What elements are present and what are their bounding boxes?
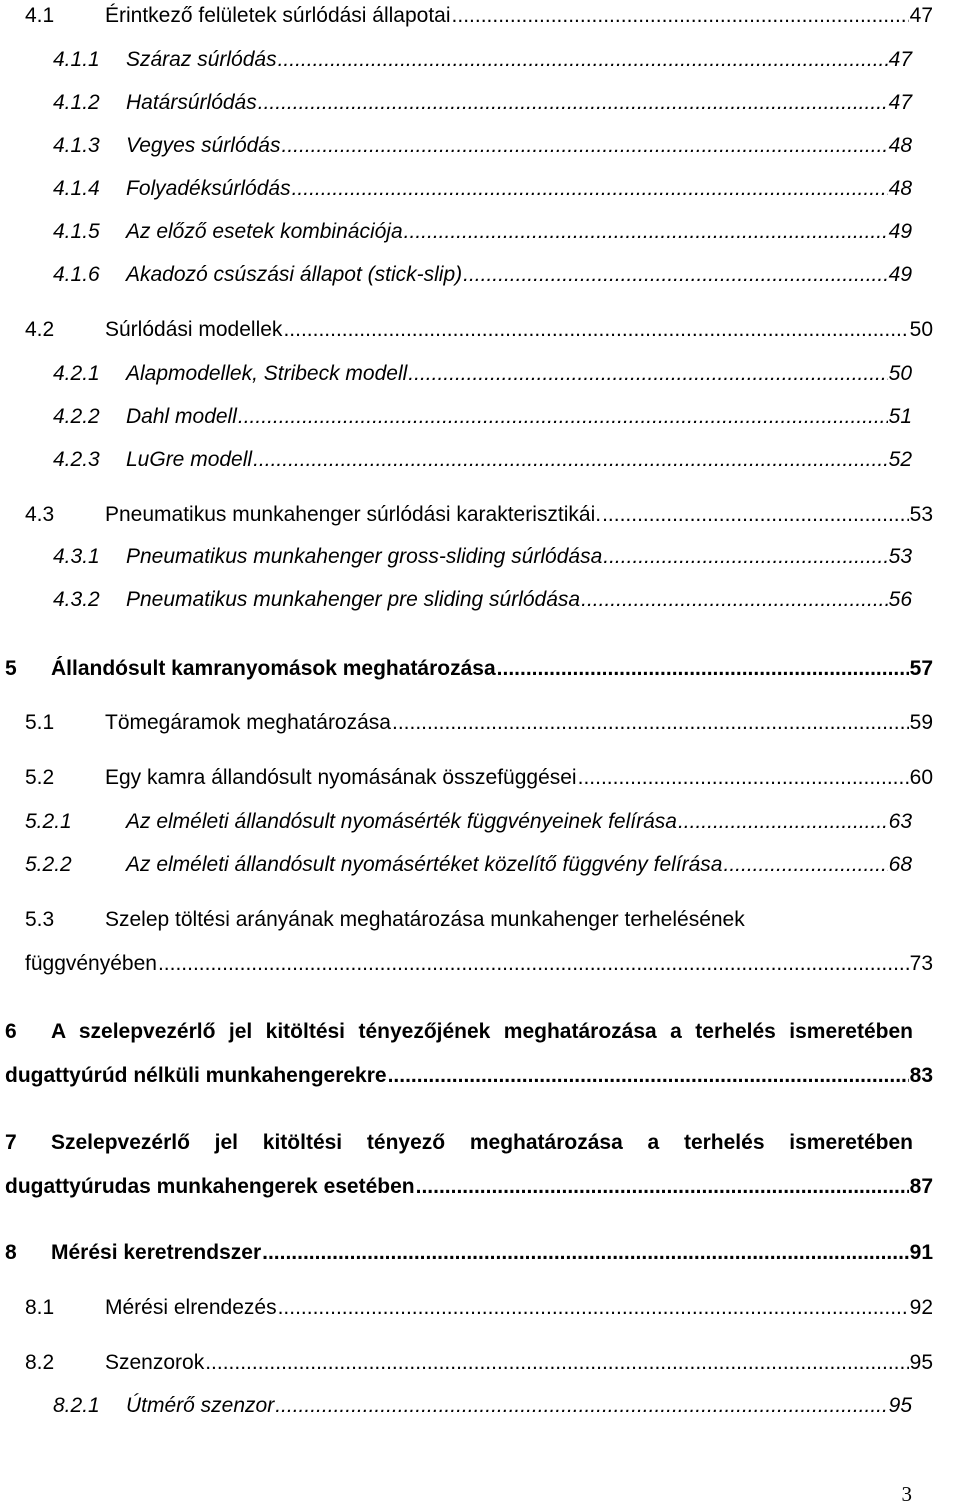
toc-entry[interactable] (53, 405, 912, 429)
entry-title-cont: dugattyúrúd nélküli munkahengerekre (5, 1064, 387, 1087)
toc-entry[interactable] (25, 853, 912, 877)
dot-leader (581, 588, 888, 612)
entry-title: Az elméleti állandósult nyomásérték függvényeinek felírása (126, 810, 677, 833)
toc-entry[interactable] (25, 503, 933, 527)
entry-title: Alapmodellek, Stribeck modell (126, 362, 408, 385)
toc-entry[interactable] (53, 448, 912, 472)
toc-entry[interactable] (53, 545, 912, 569)
dot-leader (253, 448, 888, 472)
toc-entry-line2[interactable] (5, 1064, 933, 1088)
entry-title: LuGre modell (126, 448, 253, 471)
entry-page: 95 (888, 1394, 912, 1417)
entry-number: 5.3 (25, 908, 55, 931)
dot-leader (404, 220, 888, 244)
toc-entry[interactable] (53, 48, 912, 72)
toc-entry-line2[interactable] (25, 952, 933, 976)
entry-number: 4.2 (25, 318, 55, 341)
entry-number: 4.1.4 (53, 177, 100, 200)
dot-leader (408, 362, 887, 386)
entry-page: 53 (888, 545, 912, 568)
entry-page: 47 (888, 91, 912, 114)
dot-leader (723, 853, 887, 877)
dot-leader (388, 1064, 909, 1088)
entry-page: 95 (909, 1351, 933, 1374)
entry-number: 4.3 (25, 503, 55, 526)
dot-leader (678, 810, 888, 834)
entry-number: 5.1 (25, 711, 55, 734)
toc-entry-line1[interactable] (5, 1131, 913, 1155)
entry-page: 49 (888, 263, 912, 286)
dot-leader (603, 545, 887, 569)
dot-leader (578, 766, 909, 790)
toc-entry-line1[interactable] (5, 1020, 913, 1044)
dot-leader (275, 1394, 887, 1418)
toc-entry[interactable] (25, 1296, 933, 1320)
toc-entry[interactable] (25, 766, 933, 790)
entry-number: 4.2.2 (53, 405, 100, 428)
toc-entry[interactable] (53, 220, 912, 244)
entry-page: 48 (888, 134, 912, 157)
entry-page: 47 (909, 4, 933, 27)
entry-number: 4.1.1 (53, 48, 100, 71)
dot-leader (452, 4, 909, 28)
entry-page: 83 (909, 1064, 933, 1087)
entry-title: Tömegáramok meghatározása (105, 711, 391, 734)
dot-leader (392, 711, 909, 735)
entry-number: 8 (5, 1241, 17, 1264)
dot-leader (278, 48, 888, 72)
entry-title: Dahl modell (126, 405, 237, 428)
entry-title: Súrlódási modellek (105, 318, 283, 341)
entry-page: 50 (888, 362, 912, 385)
dot-leader (205, 1351, 908, 1375)
entry-title: Pneumatikus munkahenger súrlódási karakterisztikái. (105, 503, 602, 526)
entry-number: 8.2 (25, 1351, 55, 1374)
entry-title: Az előző esetek kombinációja (126, 220, 403, 243)
entry-title: Száraz súrlódás (126, 48, 277, 71)
dot-leader (463, 263, 888, 287)
toc-entry[interactable] (5, 1241, 933, 1265)
entry-number: 4.2.1 (53, 362, 100, 385)
toc-entry[interactable] (53, 1394, 912, 1418)
entry-title: Egy kamra állandósult nyomásának összefüggései (105, 766, 577, 789)
dot-leader (281, 134, 887, 158)
entry-number: 4.1.2 (53, 91, 100, 114)
entry-title: Pneumatikus munkahenger gross-sliding súrlódása (126, 545, 603, 568)
entry-number: 6 (5, 1020, 17, 1043)
entry-title: Érintkező felületek súrlódási állapotai (105, 4, 451, 27)
entry-number: 8.1 (25, 1296, 55, 1319)
entry-number: 4.1 (25, 4, 55, 27)
toc-entry[interactable] (5, 657, 933, 681)
dot-leader (278, 1296, 909, 1320)
entry-number: 4.1.5 (53, 220, 100, 243)
dot-leader (158, 952, 909, 976)
entry-page: 49 (888, 220, 912, 243)
toc-entry[interactable] (25, 4, 933, 28)
dot-leader (238, 405, 888, 429)
entry-number: 4.1.6 (53, 263, 100, 286)
toc-entry[interactable] (53, 588, 912, 612)
entry-number: 5.2.2 (25, 853, 72, 876)
toc-entry[interactable] (53, 134, 912, 158)
entry-page: 63 (888, 810, 912, 833)
entry-page: 57 (909, 657, 933, 680)
entry-page: 50 (909, 318, 933, 341)
entry-title-cont: dugattyúrudas munkahengerek esetében (5, 1175, 415, 1198)
toc-entry-line2[interactable] (5, 1175, 933, 1199)
entry-page: 52 (888, 448, 912, 471)
entry-number: 4.3.2 (53, 588, 100, 611)
entry-page: 91 (909, 1241, 933, 1264)
entry-page: 92 (909, 1296, 933, 1319)
entry-title: Vegyes súrlódás (126, 134, 281, 157)
entry-title: Határsúrlódás (126, 91, 257, 114)
entry-page: 73 (909, 952, 933, 975)
toc-entry-line1[interactable] (25, 908, 933, 932)
dot-leader (416, 1175, 909, 1199)
toc-entry[interactable] (25, 318, 933, 342)
entry-number: 4.2.3 (53, 448, 100, 471)
entry-title: Állandósult kamranyomások meghatározása (51, 657, 496, 680)
entry-title: Folyadéksúrlódás (126, 177, 291, 200)
entry-title: A szelepvezérlő jel kitöltési tényezőjének meghatározása a terhelés ismeretében (51, 1020, 913, 1043)
toc-entry[interactable] (53, 177, 912, 201)
entry-title: Szenzorok (105, 1351, 205, 1374)
toc-entry[interactable] (53, 263, 912, 287)
entry-title: Akadozó csúszási állapot (stick-slip) (126, 263, 463, 286)
dot-leader (292, 177, 888, 201)
entry-title: Mérési elrendezés (105, 1296, 277, 1319)
entry-page: 59 (909, 711, 933, 734)
entry-number: 4.3.1 (53, 545, 100, 568)
dot-leader (262, 1241, 909, 1265)
entry-number: 5.2 (25, 766, 55, 789)
entry-page: 51 (888, 405, 912, 428)
entry-number: 4.1.3 (53, 134, 100, 157)
entry-title: Szelep töltési arányának meghatározása munkahenger terhelésének (105, 908, 745, 931)
dot-leader (283, 318, 908, 342)
entry-page: 60 (909, 766, 933, 789)
entry-page: 47 (888, 48, 912, 71)
entry-page: 48 (888, 177, 912, 200)
toc-entry[interactable] (25, 711, 933, 735)
dot-leader (497, 657, 909, 681)
entry-number: 8.2.1 (53, 1394, 100, 1417)
entry-title: Pneumatikus munkahenger pre sliding súrlódása (126, 588, 581, 611)
entry-number: 7 (5, 1131, 17, 1154)
dot-leader (602, 503, 909, 527)
entry-number: 5.2.1 (25, 810, 72, 833)
entry-title: Az elméleti állandósult nyomásértéket közelítő függvény felírása (126, 853, 723, 876)
toc-entry[interactable] (53, 91, 912, 115)
entry-title: Mérési keretrendszer (51, 1241, 262, 1264)
page-number: 3 (901, 1482, 912, 1506)
entry-page: 53 (909, 503, 933, 526)
dot-leader (258, 91, 888, 115)
entry-title: Útmérő szenzor (126, 1394, 275, 1417)
toc-entry[interactable] (25, 1351, 933, 1375)
entry-title-cont: függvényében (25, 952, 157, 975)
entry-page: 56 (888, 588, 912, 611)
entry-page: 68 (888, 853, 912, 876)
entry-number: 5 (5, 657, 17, 680)
entry-title: Szelepvezérlő jel kitöltési tényező meghatározása a terhelés ismeretében (51, 1131, 913, 1154)
toc-entry[interactable] (25, 810, 912, 834)
toc-entry[interactable] (53, 362, 912, 386)
entry-page: 87 (909, 1175, 933, 1198)
